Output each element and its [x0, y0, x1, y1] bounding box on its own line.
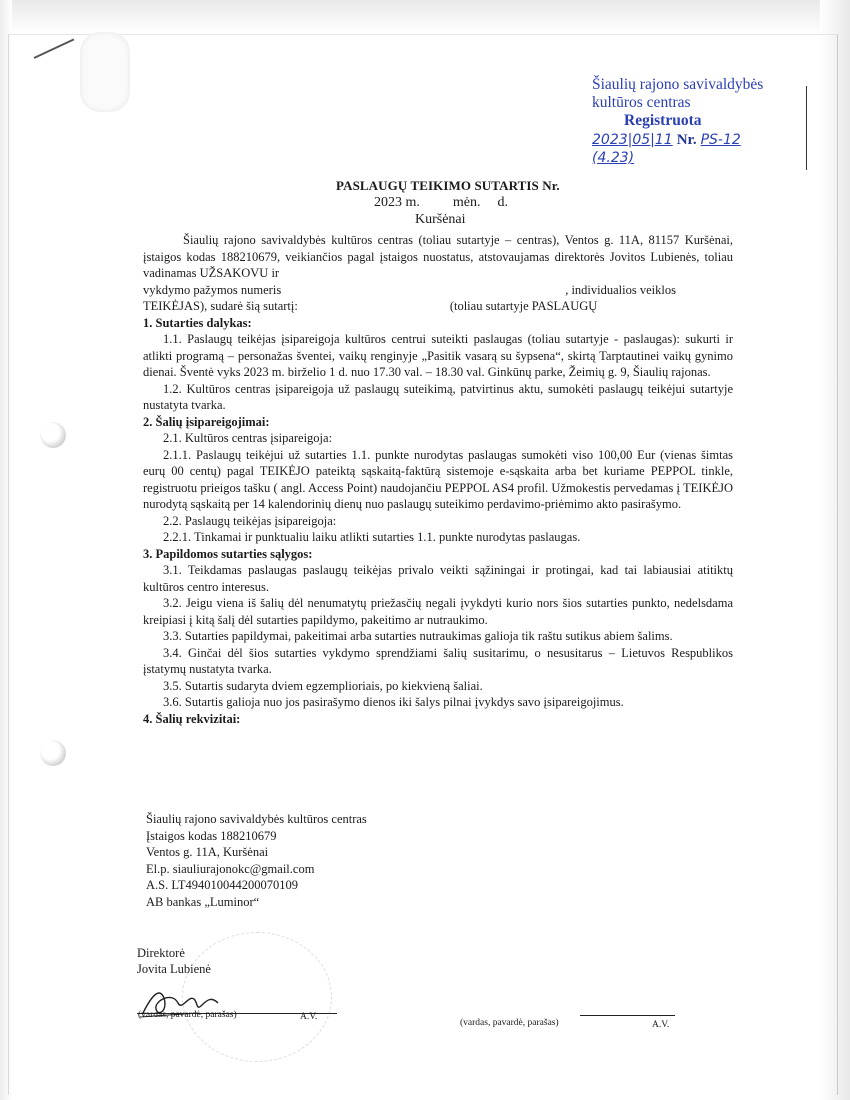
scan-shadow	[0, 0, 850, 34]
stamp-number-line	[592, 131, 782, 167]
date-month: mėn.	[452, 195, 481, 210]
av-label-right: A.V.	[652, 1020, 670, 1030]
date-year: 2023 m.	[374, 195, 420, 210]
signatory-name: Jovita Lubienė	[137, 962, 211, 976]
requisite-line: AB bankas „Luminor“	[146, 894, 260, 909]
intro-line-3	[143, 298, 733, 315]
stamp-org-line2: kultūros centras	[592, 94, 691, 111]
intro-text: vykdymo pažymos numeris	[143, 282, 282, 297]
section-heading: 4. Šalių rekvizitai:	[143, 711, 241, 726]
stamp-nr-label: Nr.	[676, 132, 697, 148]
clause: 2.1. Kultūros centras įsipareigoja:	[163, 431, 333, 445]
requisite-line: Šiaulių rajono savivaldybės kultūros centras	[146, 812, 367, 826]
intro-line-2	[143, 282, 733, 299]
requisites-block	[146, 811, 367, 910]
requisite-line: A.S. LT494010044200070109	[146, 878, 298, 892]
section-heading: 3. Papildomos sutarties sąlygos:	[143, 546, 313, 561]
requisite-line: El.p. siauliurajonokc@gmail.com	[146, 861, 315, 876]
date-day: d.	[497, 195, 508, 210]
punch-hole	[40, 740, 66, 766]
stamp-registered: Registruota	[624, 112, 702, 129]
clause: 2.1.1. Paslaugų teikėjui už sutarties 1.1. punkte nurodytas paslaugas sumokėti viso 100,00 Eur (vienas šimtas eurų 00 centų) pagal TEIKĖJO pateiktą sąskaitą-faktūrą sistemoje e-sąskaita arba bet kuriame PEPPOL tinkle, registruotu prieigos tašku ( angl. Access Point) naudojančiu PEPPOL AS4 profil. Užmokestis pervedamas į TEIKĖJO nurodytą sąskaitą per 14 kalendorinių dienų nuo paslaugų suteikimo perdavimo-priėmimo akto pasirašymo.	[143, 447, 733, 511]
clause: 3.1. Teikdamas paslaugas paslaugų teikėjas privalo veikti sąžiningai ir protingai, kad tai labiausiai atitiktų kultūros centro interesus.	[143, 563, 733, 594]
document-title: PASLAUGŲ TEIKIMO SUTARTIS Nr.	[336, 178, 560, 193]
punch-hole	[40, 422, 66, 448]
clause: 3.6. Sutartis galioja nuo jos pasirašymo dienos iki šalys pilnai įvykdys savo įsipareigojimus.	[163, 695, 624, 709]
contract-body	[143, 232, 733, 727]
registration-stamp	[592, 76, 782, 167]
intro-text: TEIKĖJAS), sudarė šią sutartį:	[143, 299, 298, 313]
corner-fold	[80, 32, 130, 112]
clause: 1.1. Paslaugų teikėjas įsipareigoja kultūros centrui suteikti paslaugas (toliau sutartyje - paslaugas): sukurti ir atlikti programą – personažas šventei, vaikų renginyje „Pasitik vasarą su šypsena“, skirtą Tarptautinei vaikų gynimo dienai. Šventė vyks 2023 m. birželio 1 d. nuo 17.30 val. – 18.30 val. Ginkūnų parke, Žeimių g. 9, Šiaulių rajonas.	[143, 332, 733, 379]
clause: 3.3. Sutarties papildymai, pakeitimai arba sutarties nutraukimas galioja tik raštu sutikus abiem šalims.	[163, 629, 673, 643]
document-date	[374, 195, 508, 211]
clause: 3.4. Ginčai dėl šios sutarties vykdymo sprendžiami šalių susitarimu, o nesusitarus – Lietuvos Respublikos įstatymų nustatyta tvarka.	[143, 645, 733, 676]
signatory-position: Direktorė	[137, 946, 185, 960]
intro-text: , individualios veiklos	[565, 282, 676, 297]
stamp-number: PS-12 (4.23)	[592, 132, 741, 166]
requisite-line: Ventos g. 11A, Kuršėnai	[146, 845, 269, 859]
signatory-block	[137, 945, 211, 977]
signature-caption-left: (vardas, pavardė, parašas)	[138, 1010, 237, 1020]
stamp-org-line1: Šiaulių rajono savivaldybės	[592, 76, 764, 93]
signature-line-right	[580, 1015, 675, 1016]
section-heading: 2. Šalių įsipareigojimai:	[143, 414, 270, 429]
signature-caption-right: (vardas, pavardė, parašas)	[460, 1018, 559, 1028]
clause: 2.2. Paslaugų teikėjas įsipareigoja:	[163, 513, 337, 528]
intro-text: (toliau sutartyje PASLAUGŲ	[449, 299, 598, 313]
margin-line	[806, 86, 807, 170]
stamp-date: 2023|05|11	[592, 132, 673, 148]
requisite-line: Įstaigos kodas 188210679	[146, 828, 277, 843]
clause: 2.2.1. Tinkamai ir punktualiu laiku atlikti sutarties 1.1. punkte nurodytas paslaugas.	[163, 530, 581, 544]
av-label-left: A.V.	[300, 1012, 318, 1022]
intro-paragraph: Šiaulių rajono savivaldybės kultūros centras (toliau sutartyje – centras), Ventos g. 11A, 81157 Kuršėnai, įstaigos kodas 188210679, veikiančios pagal įstaigos nuostatus, atstovaujamas direktorės Jovitos Lubienės, toliau vadinamas UŽSAKOVU ir	[143, 233, 733, 280]
section-heading: 1. Sutarties dalykas:	[143, 315, 252, 330]
document-place: Kuršėnai	[415, 212, 466, 227]
clause: 3.2. Jeigu viena iš šalių dėl nenumatytų priežasčių negali įvykdyti kurio nors šios sutarties punkto, nedelsdama kreipiasi į kitą šalį dėl sutarties papildymo, pakeitimo ar nutraukimo.	[143, 596, 733, 627]
clause: 1.2. Kultūros centras įsipareigoja už paslaugų suteikimą, patvirtinus aktu, sumokėti paslaugų teikėjui sutartyje nustatyta tvarka.	[143, 381, 733, 412]
clause: 3.5. Sutartis sudaryta dviem egzemplioriais, po kiekvieną šaliai.	[163, 678, 483, 693]
